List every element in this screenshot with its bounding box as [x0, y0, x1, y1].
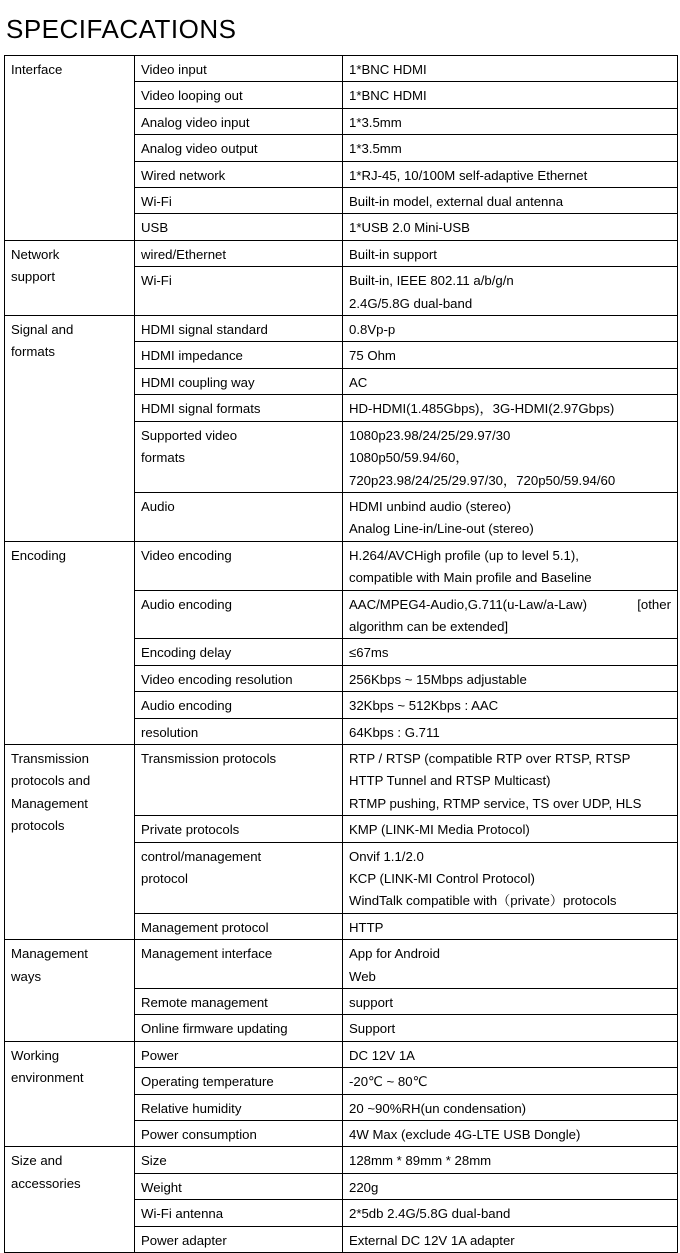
value-cell — [343, 1147, 678, 1173]
parameter-line: Private protocols — [141, 822, 240, 838]
value-cell — [343, 188, 678, 214]
category-cell — [5, 1041, 135, 1147]
value-line: H.264/AVCHigh profile (up to level 5.1), — [349, 547, 579, 563]
value-line: Analog Line-in/Line-out (stereo) — [349, 521, 534, 537]
parameter-cell — [135, 108, 343, 134]
table-row — [5, 541, 678, 590]
value-line: RTP / RTSP (compatible RTP over RTSP, RTSP — [349, 750, 631, 766]
parameter-cell — [135, 1041, 343, 1067]
value-cell — [343, 1173, 678, 1199]
parameter-cell — [135, 1173, 343, 1199]
parameter-cell — [135, 816, 343, 842]
value-cell — [343, 913, 678, 939]
parameter-cell — [135, 161, 343, 187]
value-line: 64Kbps : G.711 — [349, 724, 440, 740]
parameter-line: Supported video — [141, 427, 238, 443]
parameter-line: Analog video input — [141, 114, 250, 130]
value-line: 0.8Vp-p — [349, 322, 396, 338]
value-line: KCP (LINK-MI Control Protocol) — [349, 871, 535, 886]
value-line: 1*BNC HDMI — [349, 62, 427, 77]
category-cell — [5, 744, 135, 939]
category-line: Size and — [11, 1153, 63, 1169]
value-cell — [343, 1068, 678, 1094]
value-line: Support — [349, 1021, 396, 1037]
parameter-cell — [135, 368, 343, 394]
value-line: compatible with Main profile and Baseline — [349, 570, 592, 586]
parameter-line: Online firmware updating — [141, 1021, 288, 1037]
value-cell — [343, 1094, 678, 1120]
value-line: KMP (LINK-MI Media Protocol) — [349, 822, 530, 838]
parameter-line: Size — [141, 1153, 167, 1169]
value-cell — [343, 1226, 678, 1252]
value-line: Built-in model, external dual antenna — [349, 194, 564, 210]
value-line: 1080p50/59.94/60， — [349, 450, 469, 466]
parameter-line: Audio — [141, 498, 175, 514]
parameter-cell — [135, 639, 343, 665]
parameter-cell — [135, 492, 343, 541]
value-line: 1*3.5mm — [349, 114, 402, 130]
value-line: support — [349, 995, 393, 1011]
category-line: Interface — [11, 62, 63, 77]
value-cell — [343, 1015, 678, 1041]
parameter-line: Wi-Fi — [141, 273, 172, 289]
parameter-line: Wi-Fi — [141, 194, 172, 210]
parameter-line: HDMI impedance — [141, 348, 243, 364]
value-line: 1*USB 2.0 Mini-USB — [349, 220, 470, 236]
parameter-line: Power adapter — [141, 1232, 227, 1248]
value-cell — [343, 108, 678, 134]
value-cell — [343, 744, 678, 815]
parameter-cell — [135, 665, 343, 691]
value-cell — [343, 214, 678, 240]
value-cell — [343, 940, 678, 989]
table-row — [5, 744, 678, 815]
value-line: 256Kbps ~ 15Mbps adjustable — [349, 671, 527, 687]
value-cell — [343, 82, 678, 108]
parameter-line: Relative humidity — [141, 1100, 242, 1116]
category-line: support — [11, 269, 55, 285]
parameter-cell — [135, 135, 343, 161]
parameter-line: Analog video output — [141, 141, 258, 157]
value-line: HDMI unbind audio (stereo) — [349, 498, 511, 514]
parameter-cell — [135, 1015, 343, 1041]
value-cell — [343, 665, 678, 691]
table-row — [5, 940, 678, 989]
parameter-line: Audio encoding — [141, 596, 232, 612]
parameter-cell — [135, 82, 343, 108]
parameter-cell — [135, 541, 343, 590]
value-line: 2.4G/5.8G dual-band — [349, 295, 473, 311]
value-line: 220g — [349, 1179, 379, 1195]
value-line: 1080p23.98/24/25/29.97/30 — [349, 427, 511, 443]
specifications-table — [4, 55, 678, 1253]
value-line — [349, 594, 671, 616]
value-cell — [343, 590, 678, 639]
parameter-cell — [135, 989, 343, 1015]
parameter-cell — [135, 842, 343, 913]
category-cell — [5, 1147, 135, 1253]
parameter-cell — [135, 240, 343, 266]
value-cell — [343, 267, 678, 316]
parameter-line: Weight — [141, 1179, 182, 1195]
value-line: -20℃ ~ 80℃ — [349, 1074, 428, 1090]
value-cell — [343, 56, 678, 82]
value-line: Built-in, IEEE 802.11 a/b/g/n — [349, 273, 514, 289]
value-cell — [343, 989, 678, 1015]
value-line: 720p23.98/24/25/29.97/30，720p50/59.94/60 — [349, 472, 616, 488]
value-segment: [other — [637, 596, 671, 612]
table-row — [5, 1041, 678, 1067]
value-cell — [343, 639, 678, 665]
parameter-line: formats — [141, 450, 185, 466]
parameter-line: Management interface — [141, 946, 273, 962]
parameter-cell — [135, 1226, 343, 1252]
category-cell — [5, 940, 135, 1042]
value-line: RTMP pushing, RTMP service, TS over UDP, HLS — [349, 795, 642, 811]
category-line: Management — [11, 795, 88, 811]
table-row — [5, 1147, 678, 1173]
value-line: 32Kbps ~ 512Kbps : AAC — [349, 698, 499, 714]
parameter-line: Video encoding resolution — [141, 671, 293, 687]
value-cell — [343, 842, 678, 913]
page-title: SPECIFACATIONS — [6, 14, 237, 44]
parameter-line: USB — [141, 220, 169, 236]
category-line: Encoding — [11, 547, 66, 563]
category-line: Network — [11, 246, 60, 262]
parameter-cell — [135, 590, 343, 639]
parameter-line: Wired network — [141, 167, 226, 183]
parameter-line: Transmission protocols — [141, 750, 277, 766]
parameter-cell — [135, 692, 343, 718]
parameter-cell — [135, 316, 343, 342]
parameter-cell — [135, 342, 343, 368]
value-line: Built-in support — [349, 246, 437, 262]
category-cell — [5, 541, 135, 744]
parameter-cell — [135, 940, 343, 989]
parameter-cell — [135, 267, 343, 316]
category-line: Working — [11, 1047, 60, 1063]
value-line: HTTP Tunnel and RTSP Multicast) — [349, 773, 551, 789]
value-line: algorithm can be extended] — [349, 618, 509, 634]
parameter-cell — [135, 1200, 343, 1226]
value-cell — [343, 368, 678, 394]
parameter-cell — [135, 188, 343, 214]
value-cell — [343, 395, 678, 421]
value-cell — [343, 816, 678, 842]
category-cell — [5, 56, 135, 241]
parameter-line: protocol — [141, 871, 188, 886]
value-line: External DC 12V 1A adapter — [349, 1232, 515, 1248]
category-cell — [5, 240, 135, 315]
value-line: 20 ~90%RH(un condensation) — [349, 1100, 527, 1116]
parameter-line: HDMI coupling way — [141, 374, 255, 390]
value-cell — [343, 1200, 678, 1226]
value-cell — [343, 541, 678, 590]
value-cell — [343, 135, 678, 161]
value-cell — [343, 421, 678, 492]
table-row — [5, 316, 678, 342]
category-line: Management — [11, 946, 88, 962]
parameter-cell — [135, 214, 343, 240]
value-line: 1*BNC HDMI — [349, 88, 427, 104]
value-line: 4W Max (exclude 4G-LTE USB Dongle) — [349, 1127, 581, 1143]
parameter-line: Power consumption — [141, 1127, 257, 1143]
value-line: App for Android — [349, 946, 440, 962]
value-line: 2*5db 2.4G/5.8G dual-band — [349, 1206, 511, 1222]
parameter-cell — [135, 1147, 343, 1173]
table-row — [5, 56, 678, 82]
parameter-line: Encoding delay — [141, 645, 232, 661]
category-line: protocols and — [11, 773, 91, 789]
value-cell — [343, 1121, 678, 1147]
parameter-cell — [135, 1121, 343, 1147]
parameter-line: Video encoding — [141, 547, 232, 563]
category-cell — [5, 316, 135, 542]
parameter-line: wired/Ethernet — [141, 246, 227, 262]
category-line: environment — [11, 1070, 84, 1086]
parameter-cell — [135, 56, 343, 82]
value-line: HTTP — [349, 919, 384, 935]
value-cell — [343, 240, 678, 266]
value-line: ≤67ms — [349, 645, 389, 661]
parameter-line: HDMI signal formats — [141, 401, 261, 417]
value-line: 1*3.5mm — [349, 141, 402, 157]
parameter-line: Video looping out — [141, 88, 243, 104]
category-line: Signal and — [11, 322, 74, 338]
category-line: accessories — [11, 1175, 81, 1191]
parameter-cell — [135, 1068, 343, 1094]
category-line: Transmission — [11, 750, 89, 766]
category-line: protocols — [11, 818, 65, 834]
parameter-line: Remote management — [141, 995, 268, 1011]
value-cell — [343, 492, 678, 541]
value-cell — [343, 161, 678, 187]
parameter-line: Operating temperature — [141, 1074, 274, 1090]
parameter-line: Wi-Fi antenna — [141, 1206, 224, 1222]
value-line: WindTalk compatible with（private）protocols — [349, 893, 617, 909]
value-line: 75 Ohm — [349, 348, 396, 364]
parameter-line: control/management — [141, 848, 262, 864]
value-cell — [343, 316, 678, 342]
parameter-line: Audio encoding — [141, 698, 232, 714]
value-cell — [343, 1041, 678, 1067]
value-line: DC 12V 1A — [349, 1047, 415, 1063]
value-cell — [343, 718, 678, 744]
parameter-cell — [135, 718, 343, 744]
value-line: HD-HDMI(1.485Gbps)，3G-HDMI(2.97Gbps) — [349, 401, 615, 417]
value-line: 1*RJ-45, 10/100M self-adaptive Ethernet — [349, 167, 588, 183]
parameter-cell — [135, 395, 343, 421]
table-row — [5, 240, 678, 266]
parameter-line: HDMI signal standard — [141, 322, 268, 338]
value-segment: AAC/MPEG4-Audio,G.711(u-Law/a-Law) — [349, 596, 587, 612]
value-line: Onvif 1.1/2.0 — [349, 848, 424, 864]
parameter-cell — [135, 1094, 343, 1120]
value-cell — [343, 692, 678, 718]
parameter-line: Management protocol — [141, 919, 269, 935]
value-line: AC — [349, 374, 368, 390]
category-line: ways — [11, 968, 42, 984]
parameter-cell — [135, 913, 343, 939]
value-line: Web — [349, 968, 376, 984]
parameter-line: resolution — [141, 724, 199, 740]
parameter-line: Video input — [141, 62, 207, 77]
value-cell — [343, 342, 678, 368]
parameter-cell — [135, 421, 343, 492]
category-line: formats — [11, 344, 55, 360]
value-line: 128mm * 89mm * 28mm — [349, 1153, 492, 1169]
parameter-line: Power — [141, 1047, 179, 1063]
parameter-cell — [135, 744, 343, 815]
